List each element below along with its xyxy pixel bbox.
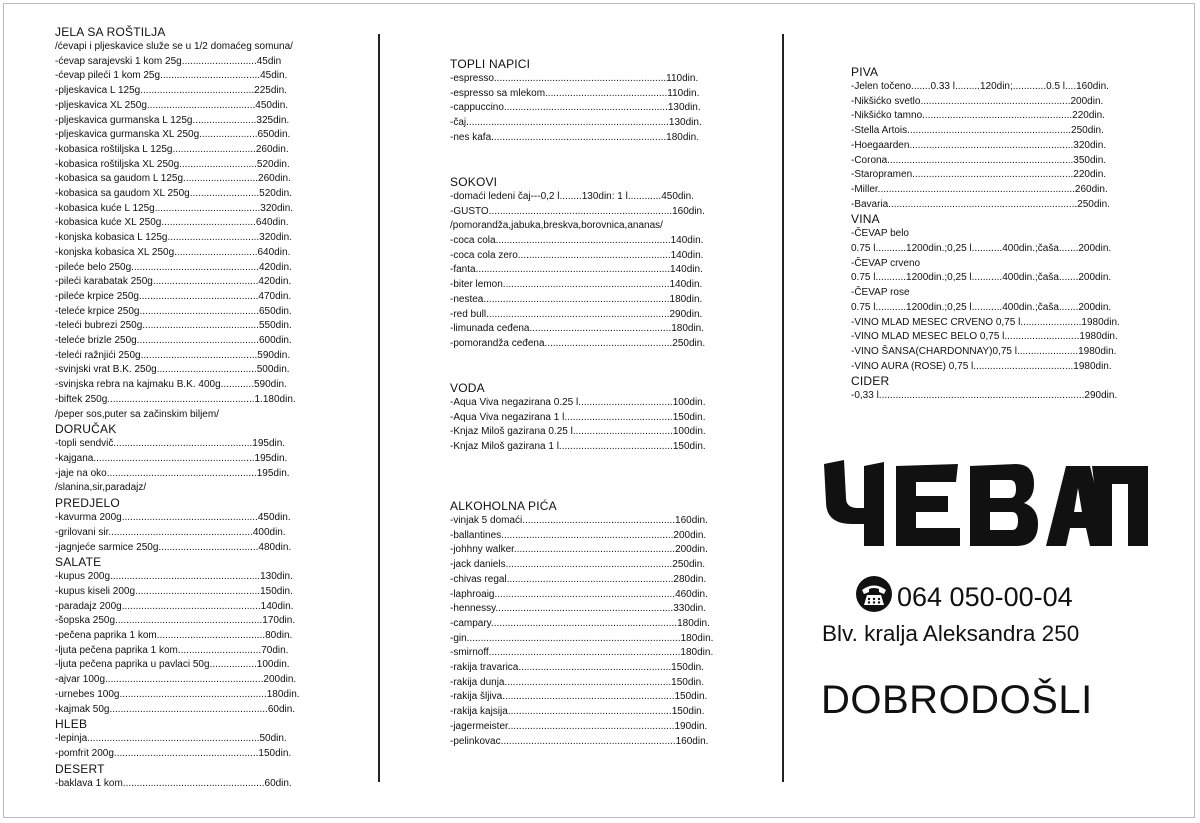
menu-item: /ćevapi i pljeskavice služe se u 1/2 domaćeg somuna/: [55, 41, 293, 52]
section-title: VODA: [450, 381, 485, 396]
menu-item: -rakija travarica.......................................................150din.: [450, 662, 704, 674]
menu-item: -biftek 250g.....................................................1.180din.: [55, 393, 296, 405]
menu-item: -pečena paprika 1 kom.......................................80din.: [55, 630, 293, 642]
spacer: [450, 160, 713, 175]
menu-item: -limunada ceđena...................................................180din.: [450, 323, 704, 335]
menu-item: -pljeskavica L 125g.........................................225din.: [55, 85, 287, 97]
menu-item: -vinjak 5 domaći.......................................................160din.: [450, 514, 708, 526]
section-title: SOKOVI: [450, 174, 498, 189]
menu-item: -ajvar 100g.........................................................200din.: [55, 674, 297, 686]
section-title: JELA SA ROŠTILJA: [55, 25, 166, 39]
menu-item: -VINO AURA (ROSE) 0,75 l....................................1980din.: [851, 360, 1112, 372]
menu-item: -cappuccino...........................................................130din.: [450, 102, 701, 114]
menu-item: -pomfrit 200g....................................................150din.: [55, 747, 292, 759]
menu-item: 0.75 l...........1200din.;0,25 l...........400din.;čaša.......200din.: [851, 243, 1112, 255]
menu-item: -kobasica sa gaudom L 125g...........................260din.: [55, 173, 291, 185]
spacer: [450, 352, 713, 367]
menu-item: -jaje na oko......................................................195din.: [55, 467, 290, 479]
menu-item: -kobasica roštiljska XL 250g............................520din.: [55, 158, 290, 170]
menu-item: -Jelen točeno.......0.33 l.........120din;............0.5 l....160din.: [851, 81, 1109, 92]
menu-item: -pljeskavica XL 250g.......................................450din.: [55, 99, 289, 111]
menu-item: -Miller.......................................................................260din.: [851, 183, 1108, 195]
spacer: [450, 366, 713, 381]
cevap-logo-graphic: [820, 458, 1150, 550]
menu-item: -espresso sa mlekom............................................110din.: [450, 87, 700, 99]
section-title: CIDER: [851, 374, 890, 389]
menu-item: -fanta......................................................................140din.: [450, 264, 703, 276]
menu-item: -kupus kiseli 200g.............................................150din.: [55, 585, 293, 597]
phone-number: 064 050-00-04: [897, 581, 1073, 612]
menu-item: -lepinja..............................................................50din.: [55, 733, 287, 745]
menu-item: -Hoegaarden...........................................................320din.: [851, 139, 1107, 151]
menu-item: /slanina,sir,paradajz/: [55, 482, 147, 494]
menu-item: -Knjaz Miloš gazirana 0.25 l....................................100din.: [450, 426, 706, 438]
menu-item: -urnebes 100g.....................................................180din.: [55, 688, 300, 700]
section-title: HLEB: [55, 717, 88, 732]
menu-item: -pomorandža ceđena..............................................250din.: [450, 337, 706, 349]
menu-item: 0.75 l...........1200din.;0,25 l...........400din.;čaša.......200din.: [851, 272, 1112, 284]
menu-item: -jagermeister............................................................190din.: [450, 720, 708, 732]
menu-item: -Aqua Viva negazirana 1 l.......................................150din.: [450, 411, 706, 423]
cevap-logo: [820, 458, 1150, 550]
menu-item: -rakija dunja............................................................150din.: [450, 676, 704, 688]
section-title: VINA: [851, 212, 880, 227]
menu-column-beer-wine: [851, 65, 1120, 404]
menu-item: -ballantines..............................................................200din.: [450, 529, 707, 541]
menu-item: -Stella Artois...........................................................250din.: [851, 125, 1104, 137]
menu-item: -ČEVAP belo: [851, 228, 909, 240]
menu-item: -pelinkovac...............................................................160din.: [450, 735, 709, 747]
address: Blv. kralja Aleksandra 250: [822, 621, 1080, 646]
menu-item: -rakija kajsija...........................................................150din.: [450, 706, 705, 718]
menu-column-drinks: [450, 57, 713, 749]
menu-item: /peper sos,puter sa začinskim biljem/: [55, 408, 219, 420]
menu-item: -Bavaria....................................................................250din.: [851, 198, 1110, 210]
menu-item: -red bull..................................................................290din.: [450, 308, 703, 320]
menu-item: -johhny walker..........................................................200din.: [450, 544, 708, 556]
menu-item: -pljeskavica gurmanska XL 250g.....................650din.: [55, 129, 291, 141]
menu-item: -ČEVAP rose: [851, 287, 910, 299]
menu-item: -Staropramen..........................................................220din.: [851, 169, 1107, 181]
section-title: SALATE: [55, 555, 102, 570]
menu-item: -svinjski vrat B.K. 250g....................................500din.: [55, 364, 290, 376]
menu-item: -ljuta pečena paprika 1 kom..............................70din.: [55, 644, 289, 656]
menu-item: -rakija šljiva..............................................................150din.: [450, 691, 708, 703]
menu-item: -VINO ŠANSA(CHARDONNAY)0,75 l......................1980din.: [851, 345, 1117, 357]
menu-item: -Knjaz Miloš gazirana 1 l.........................................150din.: [450, 441, 706, 453]
menu-column-grill: [55, 25, 300, 791]
menu-item: -teleće brizle 250g............................................600din.: [55, 335, 292, 347]
menu-item: -svinjska rebra na kajmaku B.K. 400g............590din.: [55, 379, 287, 391]
menu-item: -teleće krpice 250g...........................................650din.: [55, 305, 292, 317]
phone-row: [855, 575, 1073, 618]
section-title: PIVA: [851, 65, 879, 79]
menu-item: -jagnjeće sarmice 250g....................................480din.: [55, 541, 292, 553]
telephone-icon: [855, 575, 893, 618]
menu-item: -teleći bubrezi 250g..........................................550din.: [55, 320, 292, 332]
spacer: [450, 484, 713, 499]
menu-item: -0,33 l..........................................................................290din.: [851, 390, 1118, 402]
section-title: DORUČAK: [55, 422, 117, 437]
menu-item: -VINO MLAD MESEC BELO 0,75 l...........................1980din.: [851, 331, 1118, 343]
menu-item: -kajgana..........................................................195din.: [55, 452, 288, 464]
menu-item: -Aqua Viva negazirana 0.25 l..................................100din.: [450, 397, 706, 409]
menu-item: 0.75 l...........1200din.;0,25 l...........400din.;čaša.......200din.: [851, 301, 1112, 313]
spacer: [450, 146, 713, 161]
menu-item: -GUSTO..................................................................160din.: [450, 205, 705, 217]
column-divider-2: [782, 34, 784, 782]
menu-item: -kobasica kuće L 125g......................................320din.: [55, 202, 294, 214]
menu-item: -paradajz 200g..................................................140din.: [55, 600, 294, 612]
menu-item: -kobasica kuće XL 250g..................................640din.: [55, 217, 289, 229]
menu-item: -baklava 1 kom...................................................60din.: [55, 777, 292, 789]
menu-item: -konjska kobasica XL 250g..............................640din.: [55, 246, 291, 258]
menu-item: -teleći ražnjići 250g..........................................590din.: [55, 349, 291, 361]
menu-item: -chivas regal............................................................280din.: [450, 573, 707, 585]
section-title: ALKOHOLNA PIĆA: [450, 498, 557, 513]
spacer: [450, 470, 713, 485]
menu-item: -espresso..............................................................110din.: [450, 73, 699, 84]
spacer: [450, 455, 713, 470]
menu-item: -kajmak 50g.........................................................60din.: [55, 703, 296, 715]
menu-item: -kobasica roštiljska L 125g..............................260din.: [55, 143, 289, 155]
menu-item: -gin.............................................................................180din.: [450, 632, 714, 644]
menu-item: -nestea...................................................................180din.: [450, 293, 703, 305]
section-title: PREDJELO: [55, 496, 120, 511]
menu-item: -grilovani sir....................................................400din.: [55, 526, 286, 538]
section-title: TOPLI NAPICI: [450, 57, 531, 71]
column-divider-1: [378, 34, 380, 782]
welcome-text: DOBRODOŠLI: [821, 678, 1093, 722]
menu-item: -ljuta pečena paprika u pavlaci 50g.................100din.: [55, 659, 290, 671]
menu-item: -kupus 200g......................................................130din.: [55, 571, 293, 583]
section-title: DESERT: [55, 761, 105, 776]
menu-item: -coca cola zero.......................................................140din.: [450, 249, 704, 261]
menu-item: -Nikšićko tamno......................................................220din.: [851, 110, 1105, 122]
menu-item: -campary...................................................................180din.: [450, 617, 710, 629]
menu-item: /pomorandža,jabuka,breskva,borovnica,ananas/: [450, 220, 663, 232]
menu-item: -nes kafa...............................................................180din.: [450, 131, 699, 143]
menu-item: -domaći ledeni čaj---0,2 l........130din: 1 l............450din.: [450, 190, 695, 202]
menu-item: -Corona...................................................................350din.: [851, 154, 1107, 166]
menu-item: -ćevap pileći 1 kom 25g....................................45din.: [55, 70, 288, 82]
menu-item: -kobasica sa gaudom XL 250g.........................520din.: [55, 188, 292, 200]
menu-item: -laphroaig.................................................................460din.: [450, 588, 708, 600]
menu-item: -Nikšićko svetlo......................................................200din.: [851, 95, 1104, 107]
menu-item: -hennessy................................................................330din.: [450, 603, 707, 615]
menu-item: -šopska 250g.....................................................170din.: [55, 615, 296, 627]
menu-item: -čaj.........................................................................130din.: [450, 117, 702, 129]
menu-item: -smirnoff.....................................................................180din.: [450, 647, 714, 659]
menu-item: -pileće krpice 250g...........................................470din.: [55, 290, 292, 302]
menu-item: -VINO MLAD MESEC CRVENO 0,75 l......................1980din.: [851, 316, 1120, 328]
menu-item: -pileće belo 250g..............................................420din.: [55, 261, 292, 273]
menu-item: -ćevap sarajevski 1 kom 25g...........................45din: [55, 55, 282, 67]
menu-item: -konjska kobasica L 125g.................................320din.: [55, 232, 292, 244]
menu-item: -coca cola...............................................................140din.: [450, 235, 704, 247]
menu-item: -jack daniels............................................................250din.: [450, 559, 706, 571]
menu-item: -biter lemon............................................................140din.: [450, 279, 703, 291]
menu-item: -ČEVAP crveno: [851, 257, 921, 269]
menu-item: -topli sendvič..................................................195din.: [55, 438, 286, 450]
menu-item: -pileći karabatak 250g......................................420din.: [55, 276, 292, 288]
menu-item: -pljeskavica gurmanska L 125g.......................325din.: [55, 114, 290, 126]
menu-item: -kavurma 200g.................................................450din.: [55, 512, 291, 524]
